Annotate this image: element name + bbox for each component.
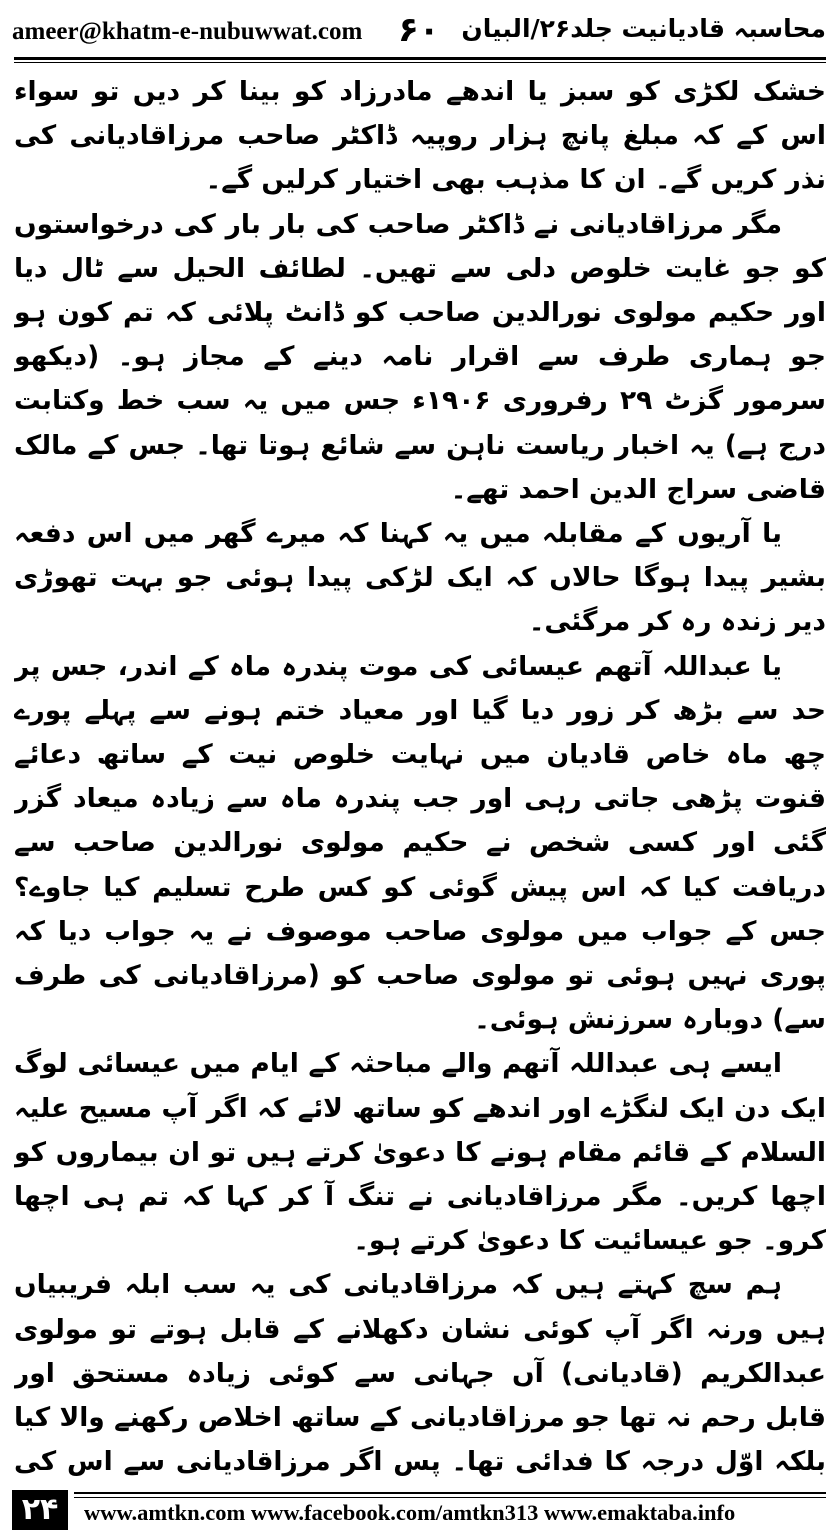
header-rule: [14, 57, 826, 60]
header-rule-thin: [14, 62, 826, 63]
paragraph-5: ایسے ہی عبداللہ آتھم والے مباحثہ کے ایام میں عیسائی لوگ ایک دن ایک لنگڑے اور اندھے کو ساتھ لائے کہ اگر آپ مسیح علیہ السلام کے قائم مقام ہونے کا دعویٰ کرتے ہیں تو ان بیماروں کو اچھا کریں۔ مگر مرزاقادیانی نے تنگ آ کر کہا کہ تم ہی اچھا کرو۔ جو عیسائیت کا دعویٰ کرتے ہو۔: [14, 1048, 826, 1257]
page-footer: [0, 1488, 840, 1540]
footer-page-number: ۲۴: [12, 1490, 68, 1530]
paragraph-3: یا آریوں کے مقابلہ میں یہ کہنا کہ میرے گھر میں اس دفعہ بشیر پیدا ہوگا حالاں کہ ایک لڑکی پیدا ہوئی جو بہت تھوڑی دیر زندہ رہ کر مرگئی۔: [14, 518, 826, 638]
page-header: [0, 0, 840, 68]
footer-rule: [74, 1492, 826, 1494]
footer-links: www.amtkn.com www.facebook.com/amtkn313 www.emaktaba.info: [84, 1500, 736, 1525]
paragraph-2: مگر مرزاقادیانی نے ڈاکٹر صاحب کی بار بار کی درخواستوں کو جو غایت خلوص دلی سے تھیں۔ لطائف الحیل سے ٹال دیا اور حکیم مولوی نورالدین صاحب کو ڈانٹ پلائی کہ تم کون ہو جو ہماری طرف سے اقرار نامہ دینے کے مجاز ہو۔ (دیکھو سرمور گزٹ ۲۹ رفروری ۱۹۰۶ء جس میں یہ سب خط وکتابت درج ہے) یہ اخبار ریاست ناہن سے شائع ہوتا تھا۔ جس کے مالک قاضی سراج الدین احمد تھے۔: [14, 208, 826, 505]
page-body: [14, 70, 826, 1482]
footer-rule-thin: [74, 1497, 826, 1498]
paragraph-4: یا عبداللہ آتھم عیسائی کی موت پندرہ ماہ کے اندر، جس پر حد سے بڑھ کر زور دیا گیا اور معیاد ختم ہونے سے پہلے پورے چھ ماہ خاص قادیان میں نہایت خلوص نیت کے ساتھ دعائے قنوت پڑھی جاتی رہی اور جب پندرہ ماہ سے زیادہ میعاد گزر گئی اور کسی شخص نے حکیم مولوی نورالدین صاحب سے دریافت کیا کہ اس پیش گوئی کو کس طرح تسلیم کیا جاوے؟ جس کے جواب میں مولوی صاحب موصوف نے یہ جواب دیا کہ پوری نہیں ہوئی تو مولوی صاحب کو (مرزاقادیانی کی طرف سے) دوبارہ سرزنش ہوئی۔: [14, 650, 826, 1036]
paragraph-6: ہم سچ کہتے ہیں کہ مرزاقادیانی کی یہ سب ابلہ فریبیاں ہیں ورنہ اگر آپ کوئی نشان دکھلانے کے قابل ہوتے تو مولوی عبدالکریم (قادیانی) آں جہانی سے کوئی زیادہ مستحق اور قابل رحم نہ تھا جو مرزاقادیانی کے ساتھ اخلاص رکھنے والا کیا بلکہ اوّل درجہ کا فدائی تھا۔ پس اگر مرزاقادیانی سے اس کی: [14, 1269, 826, 1478]
paragraph-1: خشک لکڑی کو سبز یا اندھے مادرزاد کو بینا کر دیں تو سواء اس کے کہ مبلغ پانچ ہزار روپیہ ڈاکٹر صاحب مرزاقادیانی کی نذر کریں گے۔ ان کا مذہب بھی اختیار کرلیں گے۔: [14, 76, 826, 196]
header-page-number: ۶۰: [398, 10, 440, 50]
header-book-title: محاسبہ قادیانیت جلد۲۶/البیان: [461, 14, 826, 43]
header-email: ameer@khatm-e-nubuwwat.com: [12, 18, 363, 45]
